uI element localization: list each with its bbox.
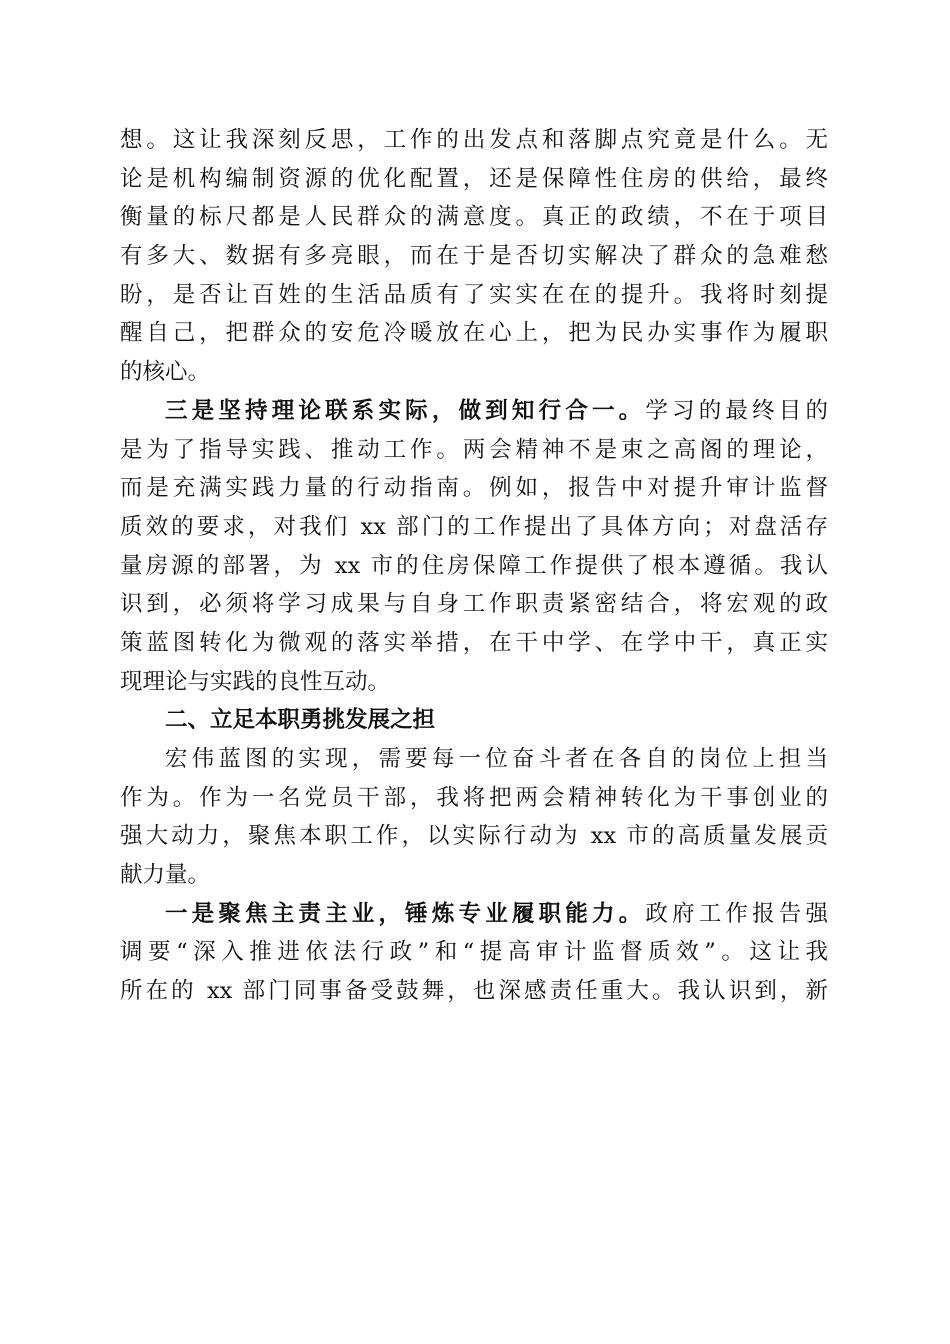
- text-line: 作为。作为一名党员干部，我将把两会精神转化为干事创业的: [120, 784, 828, 811]
- text-line: 献力量。: [120, 862, 211, 889]
- document-page: [120, 121, 828, 1011]
- text-run: 学习的最终目的: [645, 397, 828, 424]
- text-line: 强大动力，聚焦本职工作，以实际行动为 xx 市的高质量发展贡: [120, 823, 828, 850]
- text-line: [120, 895, 828, 934]
- text-line: 识到，必须将学习成果与自身工作职责紧密结合，将宏观的政: [120, 591, 828, 618]
- text-run: 政府工作报告强: [645, 900, 828, 927]
- text-line: [120, 392, 828, 431]
- text-line: 的核心。: [120, 359, 211, 386]
- paragraph-2: [120, 392, 828, 702]
- text-line: 是为了指导实践、推动工作。两会精神不是束之高阁的理论，: [120, 436, 828, 463]
- section-heading: [120, 701, 828, 740]
- text-line: 论是机构编制资源的优化配置，还是保障性住房的供给，最终: [120, 165, 828, 192]
- bold-lead-sentence: 三是坚持理论联系实际，做到知行合一。: [165, 397, 646, 424]
- section-heading-text: 二、立足本职勇挑发展之担: [165, 707, 436, 734]
- text-line: 所在的 xx 部门同事备受鼓舞，也深感责任重大。我认识到，新: [120, 978, 828, 1005]
- text-line: 醒自己，把群众的安危冷暖放在心上，把为民办实事作为履职: [120, 320, 828, 347]
- paragraph-3: [120, 740, 828, 895]
- text-line: 想。这让我深刻反思，工作的出发点和落脚点究竟是什么。无: [120, 127, 828, 153]
- text-line: 量房源的部署，为 xx 市的住房保障工作提供了根本遵循。我认: [120, 552, 828, 579]
- bold-lead-sentence: 一是聚焦主责主业，锤炼专业履职能力。: [165, 900, 646, 927]
- text-line: 宏伟蓝图的实现，需要每一位奋斗者在各自的岗位上担当: [165, 746, 828, 772]
- text-line: 调要“深入推进依法行政”和“提高审计监督质效”。这让我: [120, 939, 828, 966]
- text-line: 有多大、数据有多亮眼，而在于是否切实解决了群众的急难愁: [120, 243, 828, 270]
- paragraph-4: [120, 895, 828, 1011]
- text-line: 而是充满实践力量的行动指南。例如，报告中对提升审计监督: [120, 475, 828, 502]
- text-line: 策蓝图转化为微观的落实举措，在干中学、在学中干，真正实: [120, 629, 828, 656]
- text-line: 衡量的标尺都是人民群众的满意度。真正的政绩，不在于项目: [120, 204, 828, 231]
- text-line: 盼，是否让百姓的生活品质有了实实在在的提升。我将时刻提: [120, 281, 828, 308]
- paragraph-1: [120, 121, 828, 392]
- text-line: 质效的要求，对我们 xx 部门的工作提出了具体方向；对盘活存: [120, 513, 828, 540]
- text-line: 现理论与实践的良性互动。: [120, 668, 391, 695]
